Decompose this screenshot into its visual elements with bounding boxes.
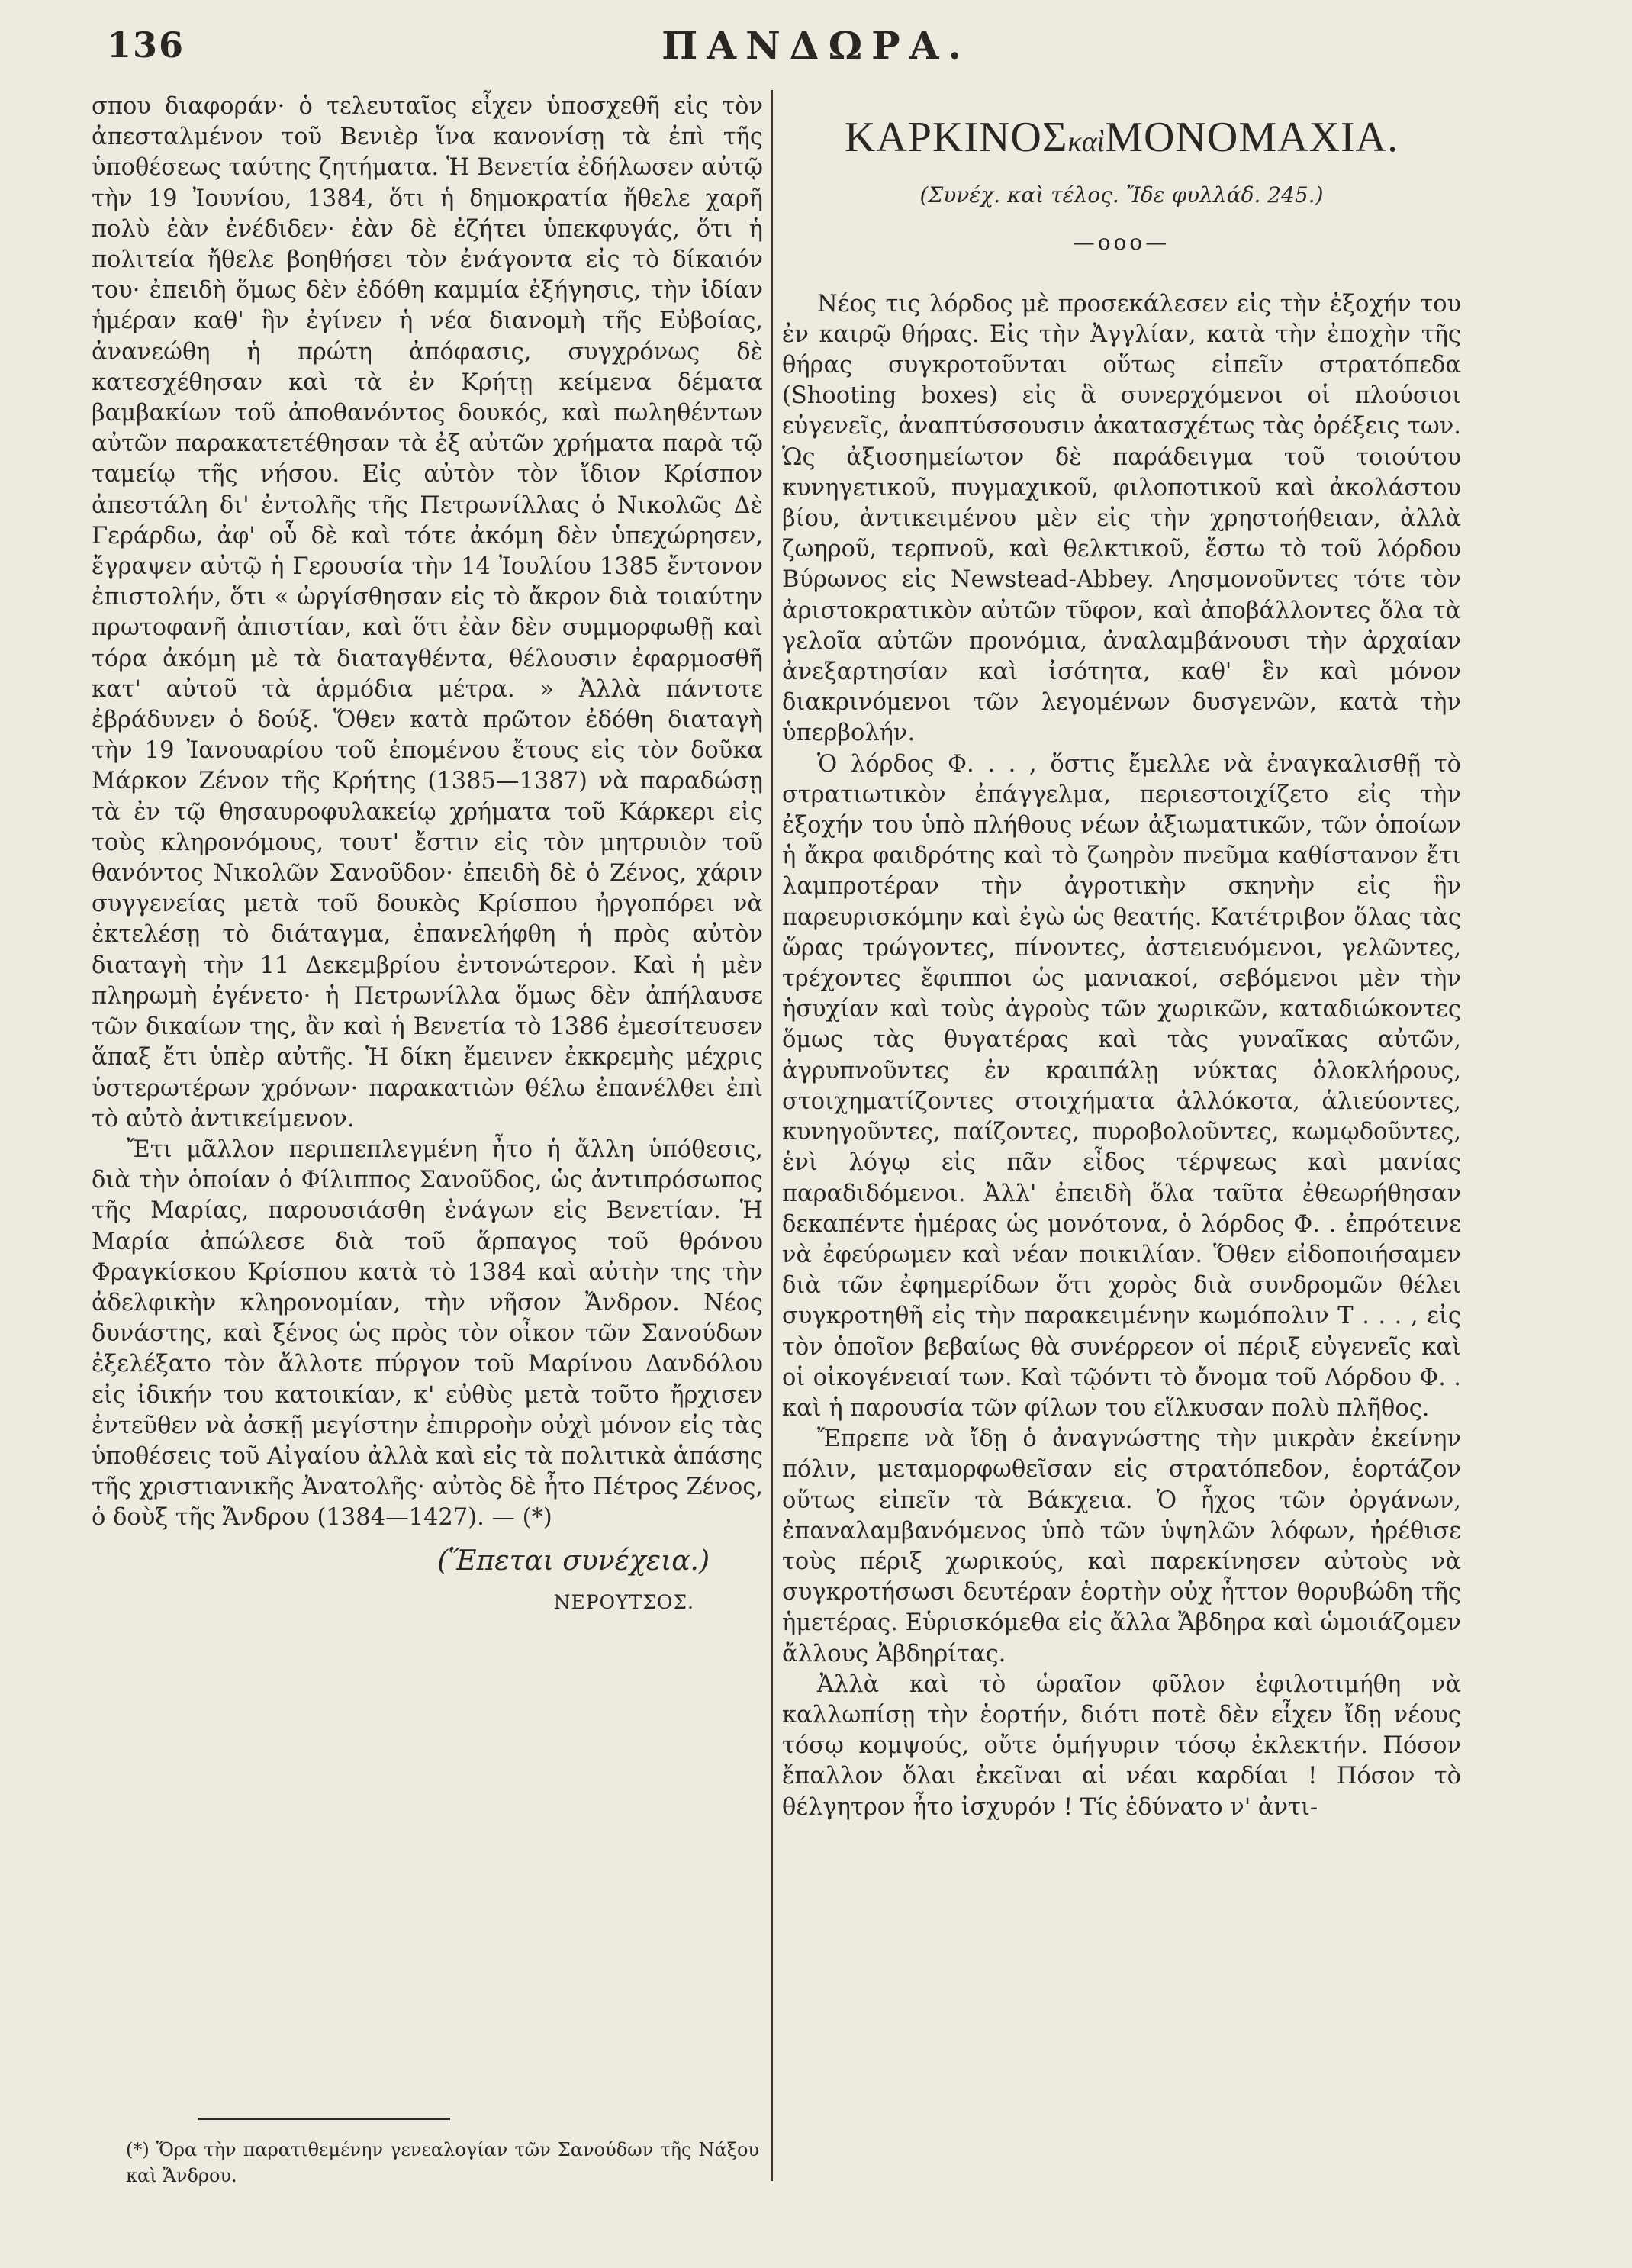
right-column: [782, 92, 1461, 1823]
footnote: (*) Ὅρα τὴν παρατιθεμένην γενεαλογίαν τῶν Σανούδων τῆς Νάξου καὶ Ἄνδρου.: [126, 2139, 759, 2186]
body-paragraph: Ἔτι μᾶλλον περιπεπλεγμένη ἦτο ἡ ἄλλη ὑπόθεσις, διὰ τὴν ὁποίαν ὁ Φίλιππος Σανοῦδος, ὡς ἀντιπρόσωπος τῆς Μαρίας, παρουσιάσθη ἐνάγων εἰς Βενετίαν. Ἡ Μαρία ἀπώλεσε διὰ τοῦ ἅρπαγος τοῦ θρόνου Φραγκίσκου Κρίσπου κατὰ τὸ 1384 καὶ αὐτὴν της τὴν ἀδελφικὴν κληρονομίαν, τὴν νῆσον Ἄνδρον. Νέος δυνάστης, καὶ ξένος ὡς πρὸς τὸν οἶκον τῶν Σανούδων ἐξελέξατο τὸν ἄλλοτε πύργον τοῦ Μαρίνου Δανδόλου εἰς ἰδικήν του κατοικίαν, κ' εὐθὺς μετὰ τοῦτο ἤρχισεν ἐντεῦθεν νὰ ἀσκῇ μεγίστην ἐπιρροὴν οὐχὶ μόνον εἰς τὰς ὑποθέσεις τοῦ Αἰγαίου ἀλλὰ καὶ εἰς τὰ πολιτικὰ ἁπάσης τῆς χριστιανικῆς Ἀνατολῆς· αὐτὸς δὲ ἦτο Πέτρος Ζένος, ὁ δοὺξ τῆς Ἄνδρου (1384—1427). — (*): [92, 1136, 763, 1532]
article-title-second: ΜΟΝΟΜΑΧΙΑ.: [1105, 114, 1399, 161]
body-paragraph: Νέος τις λόρδος μὲ προσεκάλεσεν εἰς τὴν ἐξοχήν του ἐν καιρῷ θήρας. Εἰς τὴν Ἀγγλίαν, κατὰ τὴν ἐποχὴν τῆς θήρας συγκροτοῦνται οὕτως εἰπεῖν στρατόπεδα (Shooting boxes) εἰς ἃ συνερχόμενοι οἱ πλούσιοι εὐγενεῖς, ἀναπτύσσουσιν ἀκατασχέτως τὰς ὀρέξεις των. Ὡς ἀξιοσημείωτον δὲ παράδειγμα τοῦ τοιούτου κυνηγετικοῦ, πυγμαχικοῦ, φιλοποτικοῦ καὶ ἀκολάστου βίου, ἀντικειμένου μὲν εἰς τὴν χρηστοήθειαν, ἀλλὰ ζωηροῦ, τερπνοῦ, καὶ θελκτικοῦ, ἔστω τὸ τοῦ λόρδου Βύρωνος εἰς Newstead-Abbey. Λησμονοῦντες τότε τὸν ἀριστοκρατικὸν αὐτῶν τῦφον, καὶ ἀποβάλλοντες ὅλα τὰ γελοῖα αὐτῶν προνόμια, ἀναλαμβάνουσι τὴν ἀρχαίαν ἀνεξαρτησίαν καὶ ἰσότητα, καθ' ἓν καὶ μόνον διακρινόμενοι τῶν λεγομένων δυσγενῶν, κατὰ τὴν ὑπερβολήν.: [782, 290, 1461, 747]
continued-note: (Ἕπεται συνέχεια.): [437, 1545, 710, 1577]
body-paragraph: Ὁ λόρδος Φ. . . , ὅστις ἔμελλε νὰ ἐναγκαλισθῇ τὸ στρατιωτικὸν ἐπάγγελμα, περιεστοιχίζετο εἰς τὴν ἐξοχήν του ὑπὸ πλήθους νέων ἀξιωματικῶν, τῶν ὁποίων ἡ ἄκρα φαιδρότης καὶ τὸ ζωηρὸν πνεῦμα καθίστανον ἔτι λαμπροτέραν τὴν ἀγροτικὴν σκηνὴν εἰς ἣν παρευρισκόμην καὶ ἐγὼ ὡς θεατής. Κατέτριβον ὅλας τὰς ὥρας τρώγοντες, πίνοντες, ἀστειευόμενοι, γελῶντες, τρέχοντες ἔφιπποι ὡς μανιακοί, σεβόμενοι μὲν τὴν ἡσυχίαν καὶ τοὺς ἀγροὺς τῶν χωρικῶν, καταδιώκοντες ὅμως τὰς θυγατέρας καὶ τὰς γυναῖκας αὐτῶν, ἀγρυπνοῦντες ἐν κραιπάλῃ νύκτας ὁλοκλήρους, στοιχηματίζοντες στοιχήματα ἀλλόκοτα, ἁλιεύοντες, κυνηγοῦντες, παίζοντες, πυροβολοῦντες, κωμῳδοῦντες, ἑνὶ λόγῳ εἰς πᾶν εἶδος τέρψεως καὶ μανίας παραδιδόμενοι. Ἀλλ' ἐπειδὴ ὅλα ταῦτα ἐθεωρήθησαν δεκαπέντε ἡμέρας ὡς μονότονα, ὁ λόρδος Φ. . ἐπρότεινε νὰ ἐφεύρωμεν καὶ νέαν ποικιλίαν. Ὅθεν εἰδοποιήσαμεν διὰ τῶν ἐφημερίδων ὅτι χορὸς διὰ συνδρομῶν θέλει συγκροτηθῆ εἰς τὴν παρακειμένην κωμόπολιν Τ . . . , εἰς τὸν ὁποῖον βεβαίως θὰ συνέρρεον οἱ πέριξ εὐγενεῖς καὶ οἱ οἰκογένειαί των. Καὶ τῷόντι τὸ ὄνομα τοῦ Λόρδου Φ. . καὶ ἡ παρουσία τῶν φίλων του εἵλκυσαν πολὺ πλῆθος.: [782, 750, 1461, 1422]
article-title-first: ΚΑΡΚΙΝΟΣ: [844, 114, 1068, 161]
article-title: [782, 114, 1461, 161]
body-paragraph: Ἀλλὰ καὶ τὸ ὡραῖον φῦλον ἐφιλοτιμήθη νὰ καλλωπίσῃ τὴν ἑορτήν, διότι ποτὲ δὲν εἶχεν ἴδῃ νέους τόσῳ κομψούς, οὔτε ὁμήγυριν τόσῳ ἐκλεκτήν. Πόσον ἔπαλλον ὅλαι ἐκεῖναι αἱ νέαι καρδίαι ! Πόσον τὸ θέλγητρον ἦτο ἰσχυρόν ! Τίς ἐδύνατο ν' ἀντι-: [782, 1670, 1461, 1821]
running-title: ΠΑΝΔΩΡΑ.: [661, 23, 971, 68]
column-divider: [771, 90, 773, 2181]
body-paragraph: σπου διαφοράν· ὁ τελευταῖος εἶχεν ὑποσχεθῆ εἰς τὸν ἀπεσταλμένον τοῦ Βενιὲρ ἵνα κανονίσῃ τὰ ἐπὶ τῆς ὑποθέσεως ταύτης ζητήματα. Ἡ Βενετία ἐδήλωσεν αὐτῷ τὴν 19 Ἰουνίου, 1384, ὅτι ἡ δημοκρατία ἤθελε χαρῆ πολὺ ἐὰν ἐνέδιδεν· ἐὰν δὲ ἐζήτει ὑπεκφυγάς, ὅτι ἡ πολιτεία ἤθελε βοηθήσει τὸν ἐνάγοντα εἰς τὸ δίκαιόν του· ἐπειδὴ ὅμως δὲν ἐδόθη καμμία ἐξήγησις, τὴν ἰδίαν ἡμέραν καθ' ἣν ἐγίνεν ἡ νέα διανομὴ τῆς Εὐβοίας, ἀνανεώθη ἡ πρώτη ἀπόφασις, συγχρόνως δὲ κατεσχέθησαν καὶ τὰ ἐν Κρήτῃ κείμενα δέματα βαμβακίων τοῦ ἀποθανόντος δουκός, καὶ πωληθέντων αὐτῶν παρακατετέθησαν τὰ ἐξ αὐτῶν χρήματα παρὰ τῷ ταμείῳ τῆς νήσου. Εἰς αὐτὸν τὸν ἴδιον Κρίσπον ἀπεστάλη δι' ἐντολῆς τῆς Πετρωνίλλας ὁ Νικολῶς Δὲ Γεράρδω, ἀφ' οὗ δὲ καὶ τότε ἀκόμη δὲν ὑπεχώρησεν, ἔγραψεν αὐτῷ ἡ Γερουσία τὴν 14 Ἰουλίου 1385 ἔντονον ἐπιστολήν, ὅτι « ὠργίσθησαν εἰς τὸ ἄκρον διὰ τοιαύτην πρωτοφανῆ ἀπιστίαν, καὶ ὅτι ἐὰν δὲν συμμορφωθῇ καὶ τόρα ἀκόμη μὲ τὰ διαταγθέντα, θέλουσιν ἐφαρμοσθῆ κατ' αὐτοῦ τὰ ἁρμόδια μέτρα. » Ἀλλὰ πάντοτε ἐβράδυνεν ὁ δούξ. Ὅθεν κατὰ πρῶτον ἐδόθη διαταγὴ τὴν 19 Ἰανουαρίου τοῦ ἐπομένου ἔτους εἰς τὸν δοῦκα Μάρκον Ζένον τῆς Κρήτης (1385—1387) νὰ παραδώσῃ τὰ ἐν τῷ θησαυροφυλακείῳ χρήματα τοῦ Κάρκερι εἰς τοὺς κληρονόμους, τουτ' ἔστιν εἰς τὸν μητρυιὸν τοῦ θανόντος Νικολῶν Σανοῦδον· ἐπειδὴ δὲ ὁ Ζένος, χάριν συγγενείας μετὰ τοῦ δουκὸς Κρίσπου ἠργοπόρει νὰ ἐκτελέσῃ τὸ διάταγμα, ἐπανελήφθη ἡ πρὸς αὐτὸν διαταγὴ τὴν 11 Δεκεμβρίου ἐντονώτερον. Καὶ ἡ μὲν πληρωμὴ ἐγένετο· ἡ Πετρωνίλλα ὅμως δὲν ἀπήλαυσε τῶν δικαίων της, ἂν καὶ ἡ Βενετία τὸ 1386 ἐμεσίτευσεν ἅπαξ ἔτι ὑπὲρ αὐτῆς. Ἡ δίκη ἔμεινεν ἐκκρεμὴς μέχρις ὑστερωτέρων χρόνων· παρακατιὼν θέλω ἐπανέλθει ἐπὶ τὸ αὐτὸ ἀντικείμενον.: [92, 93, 763, 1132]
footnote-rule: [198, 2118, 450, 2120]
left-column: [92, 92, 763, 1618]
article-subtitle: (Συνέχ. καὶ τέλος. Ἴδε φυλλάδ. 245.): [919, 182, 1324, 208]
article-title-conjunction: καὶ: [1067, 126, 1106, 158]
author-signature: ΝΕΡΟΥΤΣΟΣ.: [553, 1590, 694, 1613]
ornament-divider: —ooo—: [1073, 230, 1170, 256]
body-paragraph: Ἔπρεπε νὰ ἴδῃ ὁ ἀναγνώστης τὴν μικρὰν ἐκείνην πόλιν, μεταμορφωθεῖσαν εἰς στρατόπεδον, ἑορτάζον οὕτως εἰπεῖν τὰ Βάκχεια. Ὁ ἦχος τῶν ὀργάνων, ἐπαναλαμβανόμενος ὑπὸ τῶν ὑψηλῶν λόφων, ἠρέθισε τοὺς πέριξ χωρικούς, καὶ παρεκίνησεν αὐτοὺς νὰ συγκροτήσωσι δευτέραν ἑορτὴν οὐχ ἧττον θορυβώδη τῆς ἡμετέρας. Εὑρισκόμεθα εἰς ἄλλα Ἄβδηρα καὶ ὡμοιάζομεν ἄλλους Ἀβδηρίτας.: [782, 1426, 1461, 1667]
page-number: 136: [107, 24, 185, 66]
